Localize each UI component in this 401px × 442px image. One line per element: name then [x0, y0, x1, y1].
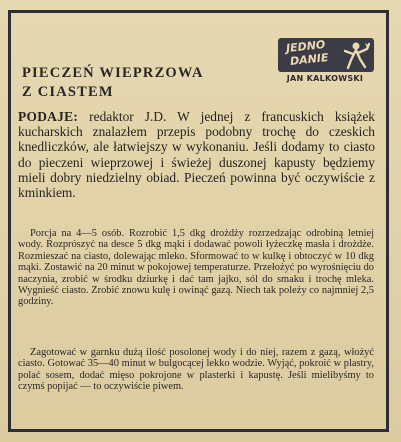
intro-paragraph: [18, 109, 375, 200]
article-title: [22, 64, 204, 102]
intro-text: redaktor J.D. W jednej z francuskich książek kucharskich znalazłem przepis podobny trochę do czeskich knedliczków, ale łatwiejszy w wykonaniu. Jeśli dodamy to ciasto do pieczeni wieprzowej i świeżej duszonej kapusty będziemy mieli dobry niedzielny obiad. Pieczeń powinna być oczywiście z kminkiem.: [18, 109, 375, 201]
logo-emblem: [278, 38, 374, 72]
title-line-1: PIECZEŃ WIEPRZOWA: [22, 65, 204, 81]
logo-word-jedno: JEDNO: [285, 37, 326, 56]
logo-word-danie: DANIE: [289, 51, 330, 68]
title-line-2: Z CIASTEM: [22, 84, 114, 100]
author-byline: JAN KALKOWSKI: [286, 74, 364, 83]
recipe-paragraph-2: Zagotować w garnku dużą ilość posolonej wody i do niej, razem z gazą, włożyć ciasto. Gotować 35—40 minut w bulgocącej lekko wodzie. Wyjąć, pokroić w plastry, polać sosem, dodać mięso pokrojone w plasterki i kapustę. Jeśli mielibyśmy to czymś popijać — to oczywiście piwem.: [18, 347, 374, 393]
recipe-paragraph-1: Porcja na 4—5 osób. Rozrobić 1,5 dkg drożdży rozrzedzając odrobiną letniej wody. Rozprószyć na desce 5 dkg mąki i dodawać powoli łyżeczkę masła i drożdże. Rozmieszać na ciasto, dolewając mleko. Sformować to w kulkę i obtoczyć w 10 dkg mąki. Zostawić na 20 minut w pokojowej temperaturze. Przełożyć po wyrośnięciu do naczynia, zrobić w środku dziurkę i dać tam jajko, sól do smaku i trochę mleka. Wygnieść ciasto. Zrobić znowu kulę i owinąć gazą. Niech tak poleży co najmniej 2,5 godziny.: [18, 228, 374, 308]
intro-lead: PODAJE:: [18, 109, 79, 124]
chef-figure-icon: [340, 40, 370, 70]
column-logo: [274, 38, 376, 86]
